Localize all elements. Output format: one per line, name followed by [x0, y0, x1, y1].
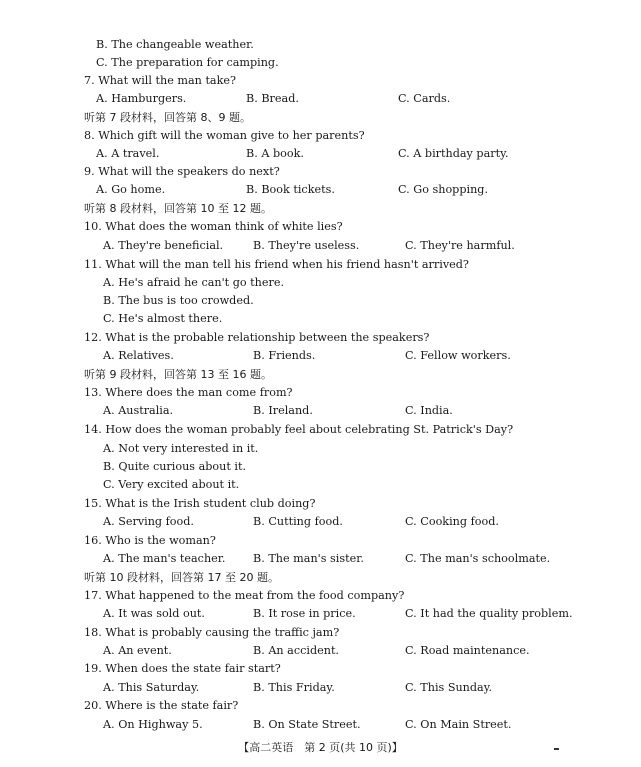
option-a: 9. What will the speakers do next?	[84, 165, 280, 178]
option-a: 听第 10 段材料，回答第 17 至 20 题。	[84, 571, 279, 584]
option-a: A. Australia.	[103, 404, 174, 417]
option-c: C. India.	[405, 404, 453, 417]
option-a: 15. What is the Irish student club doing?	[84, 497, 316, 510]
option-a: 19. When does the state fair start?	[84, 662, 281, 675]
option-a: C. He's almost there.	[103, 312, 223, 325]
option-c: C. They're harmful.	[405, 239, 515, 252]
option-a: 14. How does the woman probably feel about celebrating St. Patrick's Day?	[84, 423, 514, 436]
option-b: B. It rose in price.	[253, 607, 356, 620]
option-b: B. Cutting food.	[253, 515, 343, 528]
option-a: B. Quite curious about it.	[103, 460, 247, 473]
option-b: B. Friends.	[253, 349, 316, 362]
option-a: 听第 7 段材料，回答第 8、9 题。	[84, 111, 251, 124]
option-b: B. This Friday.	[253, 681, 335, 694]
option-a: 12. What is the probable relationship between the speakers?	[84, 331, 430, 344]
option-a: B. The bus is too crowded.	[103, 294, 254, 307]
option-c: C. A birthday party.	[398, 147, 509, 160]
option-c: C. Cooking food.	[405, 515, 499, 528]
option-c: C. The man's schoolmate.	[405, 552, 551, 565]
option-a: A. Hamburgers.	[96, 92, 187, 105]
option-a: A. The man's teacher.	[103, 552, 226, 565]
option-a: 8. Which gift will the woman give to her parents?	[84, 129, 365, 142]
option-b: B. They're useless.	[253, 239, 360, 252]
option-c: C. It had the quality problem.	[405, 607, 573, 620]
option-b: B. Bread.	[246, 92, 299, 105]
option-b: B. The man's sister.	[253, 552, 364, 565]
option-a: A. This Saturday.	[103, 681, 200, 694]
option-a: C. Very excited about it.	[103, 478, 240, 491]
option-a: 听第 8 段材料，回答第 10 至 12 题。	[84, 202, 272, 215]
option-a: C. The preparation for camping.	[96, 56, 279, 69]
option-a: A. A travel.	[96, 147, 160, 160]
option-a: 10. What does the woman think of white lies?	[84, 220, 343, 233]
option-a: 16. Who is the woman?	[84, 534, 216, 547]
option-c: C. Fellow workers.	[405, 349, 511, 362]
option-a: 18. What is probably causing the traffic jam?	[84, 626, 340, 639]
option-c: C. Go shopping.	[398, 183, 489, 196]
option-a: 11. What will the man tell his friend when his friend hasn't arrived?	[84, 258, 469, 271]
option-c: C. Cards.	[398, 92, 451, 105]
option-a: A. Relatives.	[103, 349, 174, 362]
option-a: A. Go home.	[96, 183, 166, 196]
option-a: A. It was sold out.	[103, 607, 205, 620]
option-b: B. An accident.	[253, 644, 339, 657]
option-a: A. An event.	[103, 644, 172, 657]
option-a: A. They're beneficial.	[103, 239, 224, 252]
option-a: A. On Highway 5.	[103, 718, 203, 731]
option-a: 17. What happened to the meat from the food company?	[84, 589, 405, 602]
option-a: A. He's afraid he can't go there.	[103, 276, 285, 289]
option-b: B. On State Street.	[253, 718, 361, 731]
option-c: C. Road maintenance.	[405, 644, 530, 657]
option-a: A. Not very interested in it.	[103, 442, 259, 455]
option-a: A. Serving food.	[103, 515, 194, 528]
option-a: 13. Where does the man come from?	[84, 386, 293, 399]
option-c: C. On Main Street.	[405, 718, 512, 731]
option-b: B. Book tickets.	[246, 183, 335, 196]
option-a: B. The changeable weather.	[96, 38, 254, 51]
option-a: 听第 9 段材料，回答第 13 至 16 题。	[84, 368, 272, 381]
option-a: 20. Where is the state fair?	[84, 699, 239, 712]
option-b: B. Ireland.	[253, 404, 313, 417]
option-b: B. A book.	[246, 147, 304, 160]
page-footer: 【高二英语 第 2 页(共 10 页)】	[238, 741, 403, 754]
option-a: 7. What will the man take?	[84, 74, 237, 87]
corner-mark	[554, 748, 559, 750]
option-c: C. This Sunday.	[405, 681, 493, 694]
